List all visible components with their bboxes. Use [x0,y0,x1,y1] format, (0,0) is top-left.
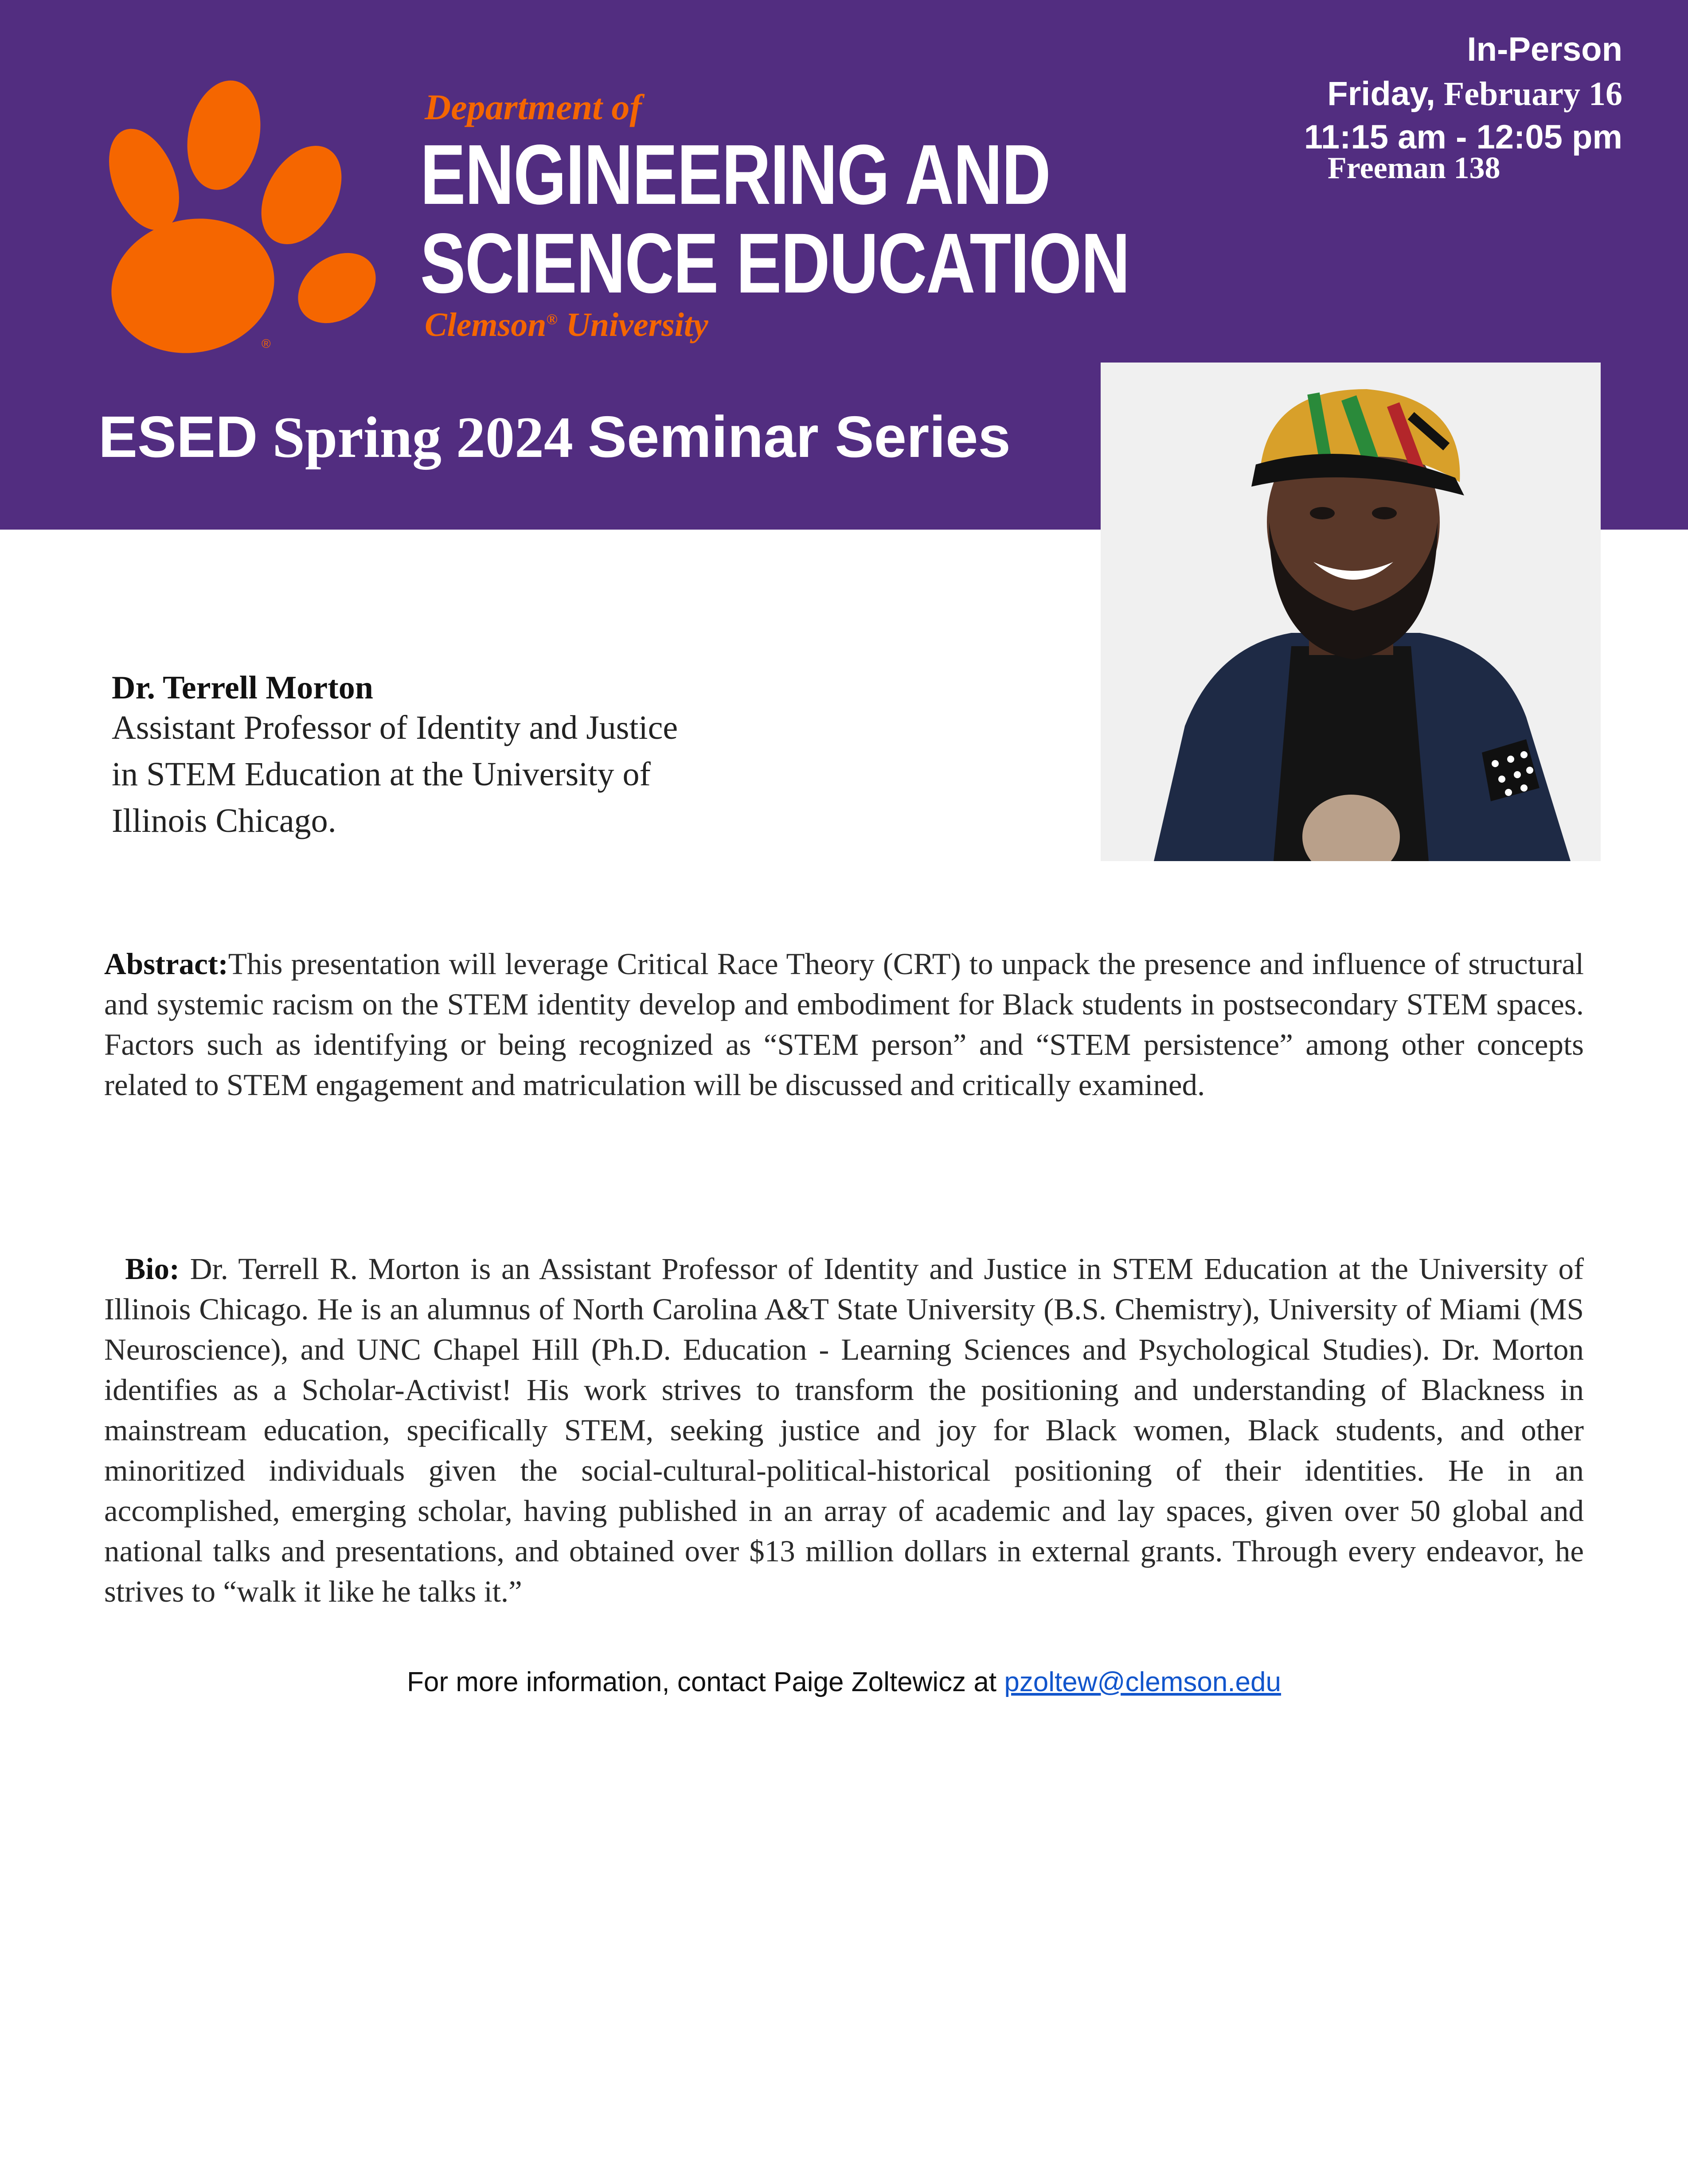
event-date: Friday, February 16 [1327,75,1622,113]
contact-text: For more information, contact Paige Zoltewicz at [406,1667,1004,1697]
abstract-label: Abstract: [104,947,228,981]
speaker-photo [1101,363,1601,861]
tiger-paw-icon [78,78,379,361]
speaker-name: Dr. Terrell Morton [112,670,373,706]
registered-mark: ® [262,337,271,351]
department-name-line1: ENGINEERING AND [420,127,1051,222]
speaker-title: Assistant Professor of Identity and Justice in STEM Education at the University of Illinois Chicago. [112,709,678,839]
event-time: 11:15 am - 12:05 pm [1304,118,1622,156]
contact-line [0,1666,1688,1698]
speaker-portrait [1101,363,1601,861]
university-name: Clemson® University [425,306,708,343]
event-room: Freeman 138 [1328,151,1500,185]
department-prefix: Department of [425,87,642,127]
abstract-text: This presentation will leverage Critical Race Theory (CRT) to unpack the presence and influence of structural and systemic racism on the STEM identity develop and embodiment for Black students in postsecondary STEM spaces. Factors such as identifying or being recognized as “STEM person” and “STEM persistence” among other concepts related to STEM engagement and matriculation will be discussed and critically examined. [104,947,1584,1102]
department-name-line2: SCIENCE EDUCATION [420,215,1129,311]
abstract-paragraph [104,944,1584,1105]
event-info [1304,27,1622,159]
event-mode: In-Person [1467,31,1622,68]
bio-label: Bio: [125,1252,180,1286]
series-title: ESED Spring 2024 Seminar Series [98,404,1011,470]
bio-text: Dr. Terrell R. Morton is an Assistant Professor of Identity and Justice in STEM Education at the University of Illinois Chicago. He is an alumnus of North Carolina A&T State University (B.S. Chemistry), University of Miami (MS Neuroscience), and UNC Chapel Hill (Ph.D. Education - Learning Sciences and Psychological Studies). Dr. Morton identifies as a Scholar-Activist! His work strives to transform the positioning and understanding of Blackness in mainstream education, specifically STEM, seeking justice and joy for Black women, Black students, and other minoritized individuals given the social-cultural-political-historical positioning of their identities. He in an accomplished, emerging scholar, having published in an array of academic and lay spaces, given over 50 global and national talks and presentations, and obtained over $13 million dollars in external grants. Through every endeavor, he strives to “walk it like he talks it.” [104,1252,1584,1608]
contact-email-link[interactable]: pzoltew@clemson.edu [1004,1667,1282,1697]
bio-paragraph [104,1249,1584,1612]
